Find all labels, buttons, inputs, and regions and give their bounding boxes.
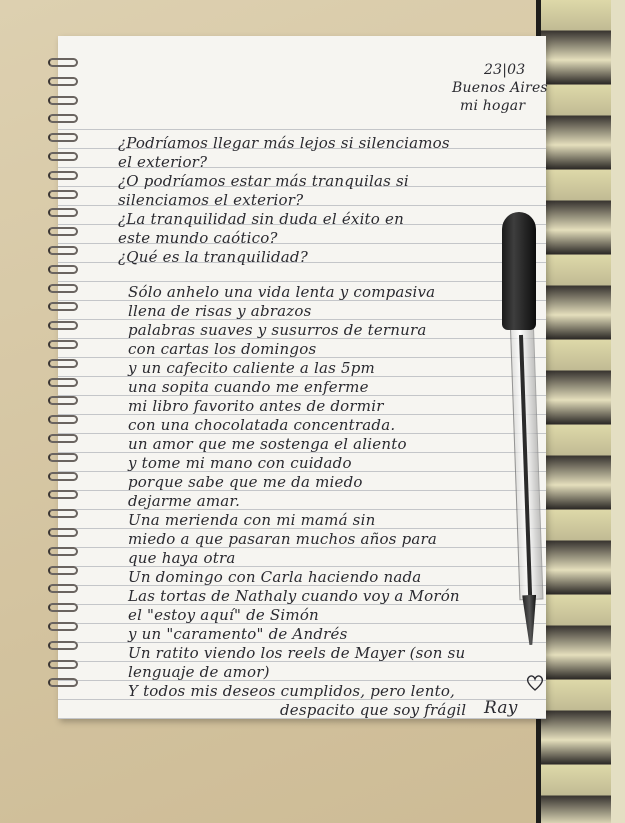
text-line: lenguaje de amor) <box>128 663 270 681</box>
text-line: palabras suaves y susurros de ternura <box>128 321 427 339</box>
text-line: Una merienda con mi mamá sin <box>128 511 376 529</box>
spiral-ring <box>48 208 78 217</box>
text-line: porque sabe que me da miedo <box>128 473 363 491</box>
text-line: silenciamos el exterior? <box>118 191 304 209</box>
spiral-ring <box>48 340 78 349</box>
spiral-ring <box>48 378 78 387</box>
spiral-ring <box>48 434 78 443</box>
text-line: ¿Podríamos llegar más lejos si silenciamos <box>118 134 450 152</box>
spiral-ring <box>48 622 78 631</box>
spiral-ring <box>48 265 78 274</box>
text-line: con una chocolatada concentrada. <box>128 416 396 434</box>
spiral-ring <box>48 321 78 330</box>
spiral-ring <box>48 133 78 142</box>
spiral-ring <box>48 246 78 255</box>
text-line: una sopita cuando me enferme <box>128 378 369 396</box>
text-line: y un cafecito caliente a las 5pm <box>128 359 375 377</box>
text-line: llena de risas y abrazos <box>128 302 312 320</box>
spiral-ring <box>48 490 78 499</box>
text-line: mi libro favorito antes de dormir <box>128 397 384 415</box>
spiral-ring <box>48 359 78 368</box>
spiral-ring <box>48 415 78 424</box>
spiral-ring <box>48 584 78 593</box>
spiral-ring <box>48 660 78 669</box>
spiral-ring <box>48 453 78 462</box>
spiral-ring <box>48 547 78 556</box>
spiral-ring <box>48 171 78 180</box>
text-line: ¿O podríamos estar más tranquilas si <box>118 172 409 190</box>
text-line: dejarme amar. <box>128 492 241 510</box>
text-line: que haya otra <box>128 549 236 567</box>
spiral-ring <box>48 528 78 537</box>
spiral-ring <box>48 284 78 293</box>
spiral-ring <box>48 603 78 612</box>
text-line: ¿La tranquilidad sin duda el éxito en <box>118 210 404 228</box>
text-line: Las tortas de Nathaly cuando voy a Morón <box>128 587 460 605</box>
entry-home: mi hogar <box>460 98 526 114</box>
spiral-ring <box>48 77 78 86</box>
spiral-ring <box>48 96 78 105</box>
spiral-ring <box>48 509 78 518</box>
spiral-ring <box>48 678 78 687</box>
spiral-ring <box>48 472 78 481</box>
spiral-binding <box>48 58 82 698</box>
signature: Ray <box>484 698 518 718</box>
text-line: Un ratito viendo los reels de Mayer (son su <box>128 644 466 662</box>
side-notebook-edge <box>611 0 625 823</box>
text-line: el "estoy aquí" de Simón <box>128 606 319 624</box>
text-line: Sólo anhelo una vida lenta y compasiva <box>128 283 436 301</box>
side-notebook-photo-strip <box>541 0 611 823</box>
text-line: Un domingo con Carla haciendo nada <box>128 568 422 586</box>
text-line: el exterior? <box>118 153 208 171</box>
text-line: y tome mi mano con cuidado <box>128 454 352 472</box>
text-line: miedo a que pasaran muchos años para <box>128 530 438 548</box>
spiral-ring <box>48 302 78 311</box>
text-line: un amor que me sostenga el aliento <box>128 435 407 453</box>
spiral-ring <box>48 566 78 575</box>
entry-date: 23|03 <box>484 62 526 78</box>
spiral-ring <box>48 190 78 199</box>
text-line: Y todos mis deseos cumplidos, pero lento, <box>128 682 456 700</box>
spiral-ring <box>48 396 78 405</box>
heart-icon <box>525 673 545 693</box>
text-line: despacito que soy frágil <box>280 701 467 719</box>
spiral-ring <box>48 58 78 67</box>
text-line: ¿Qué es la tranquilidad? <box>118 248 308 266</box>
text-line: con cartas los domingos <box>128 340 317 358</box>
spiral-ring <box>48 152 78 161</box>
entry-place: Buenos Aires <box>452 80 548 96</box>
text-line: y un "caramento" de Andrés <box>128 625 348 643</box>
spiral-ring <box>48 641 78 650</box>
pen-cap <box>502 212 536 330</box>
spiral-ring <box>48 114 78 123</box>
spiral-ring <box>48 227 78 236</box>
text-line: este mundo caótico? <box>118 229 278 247</box>
